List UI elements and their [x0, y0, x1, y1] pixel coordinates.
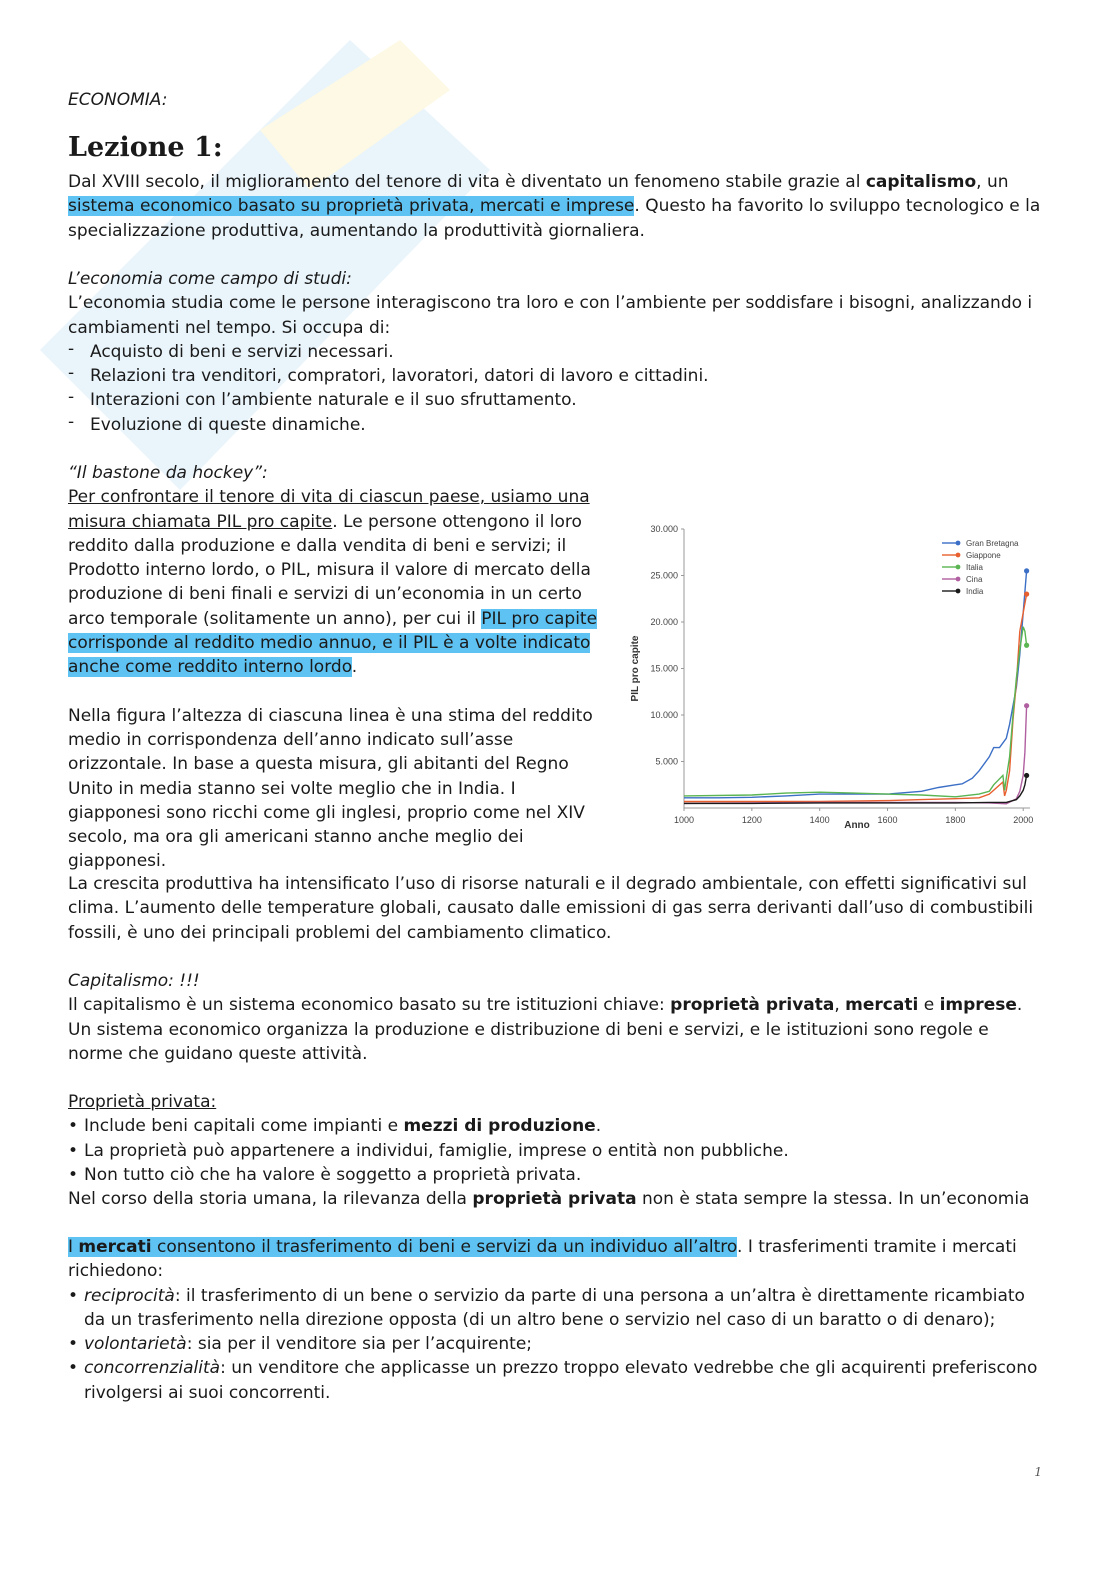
x-tick-label: 1000 [673, 815, 695, 825]
legend-marker [956, 541, 961, 546]
proprieta-closing: Nel corso della storia umana, la rilevanza della proprietà privata non è stata sempre la stessa. In un’economia [68, 1189, 1030, 1210]
series-endpoint [1024, 568, 1029, 573]
list-item: • Include beni capitali come impianti e mezzi di produzione. [68, 1114, 1048, 1138]
section-studi [68, 267, 1048, 437]
section-body: L’economia studia come le persone interagiscono tra loro e con l’ambiente per soddisfare i bisogni, analizzando i cambiamenti nel tempo. Si occupa di: [68, 293, 1033, 338]
legend-label: Gran Bretagna [966, 539, 1019, 548]
term-capitalismo: capitalismo [865, 172, 977, 192]
intro-paragraph: Dal XVIII secolo, il miglioramento del tenore di vita è diventato un fenomeno stabile grazie al capitalismo, un sistema economico basato su proprietà privata, mercati e imprese. Questo ha favorito lo sviluppo tecnologico e la specializzazione produttiva, aumentando la produttività giornaliera. [68, 172, 1041, 241]
x-tick-label: 2000 [1013, 815, 1034, 825]
list-item: • reciprocità: il trasferimento di un bene o servizio da parte di una persona a un’altra è direttamente ricambiato da un trasferimento nella direzione opposta (di un altro bene o servizio nel caso di un baratto o di denaro); [68, 1284, 1048, 1333]
series-endpoint [1024, 592, 1029, 597]
x-tick-label: 1600 [877, 815, 898, 825]
series-line-italia [684, 627, 1027, 797]
legend-marker [956, 577, 961, 582]
x-tick-label: 1800 [945, 815, 966, 825]
section-heading: L’economia come campo di studi: [68, 269, 352, 289]
list-item: - Acquisto di beni e servizi necessari. [68, 340, 1048, 364]
x-tick-label: 1200 [741, 815, 762, 825]
y-tick-label: 5.000 [655, 756, 678, 767]
legend-marker [956, 565, 961, 570]
highlight-mercati: I mercati consentono il trasferimento di beni e servizi da un individuo all’altro [68, 1237, 738, 1257]
page-title: Lezione 1: [68, 132, 223, 163]
x-axis-label: Anno [844, 820, 870, 831]
legend-label: Italia [966, 563, 983, 572]
series-line-giappone [684, 594, 1027, 801]
section-heading: Capitalismo: !!! [68, 971, 200, 991]
list-item: - Relazioni tra venditori, compratori, lavoratori, datori di lavoro e cittadini. [68, 364, 1048, 388]
studi-list [68, 340, 1048, 437]
list-item: • volontarietà: sia per il venditore sia per l’acquirente; [68, 1332, 1048, 1356]
section-heading: Proprietà privata: [68, 1092, 217, 1112]
series-line-gran-bretagna [684, 571, 1027, 798]
section-hockey: “Il bastone da hockey”: Per confrontare il tenore di vita di ciascun paese, usiamo una misura chiamata PIL pro capite. Le persone ottengono il loro reddito dalla produzione e dalla vendita di beni e servizi; il Prodotto interno lordo, o PIL, misura il valore di mercato della produzione di beni finali e servizi di un’economia in un certo arco temporale (solitamente un anno), per cui il PIL pro capite corrisponde al reddito medio annuo, e il PIL è a volte indicato anche come reddito interno lordo. Nella figura l’altezza di ciascuna linea è una stima del reddito medio in corrispondenza dell’anno indicato sull’asse orizzontale. In base a questa misura, gli abitanti del Regno Unito in media stanno sei volte meglio che in India. I giapponesi sono ricchi come gli inglesi, proprio come nel XIV secolo, ma ora gli americani stanno anche meglio dei giapponesi. [68, 461, 603, 874]
series-line-india [684, 775, 1027, 803]
y-axis-label: PIL pro capite [630, 635, 641, 702]
series-line-cina [684, 706, 1027, 804]
highlight-pil: PIL pro capite corrisponde al reddito medio annuo, e il PIL è a volte indicato anche come reddito interno lordo [68, 608, 598, 678]
section-proprieta [68, 1090, 1048, 1211]
legend-marker [956, 589, 961, 594]
list-item: • concorrenzialità: un venditore che applicasse un prezzo troppo elevato vedrebbe che gli acquirenti preferiscono rivolgersi ai suoi concorrenti. [68, 1356, 1048, 1405]
gdp-line-chart [620, 515, 1050, 835]
legend-label: Cina [966, 575, 983, 584]
section-heading: “Il bastone da hockey”: [68, 463, 268, 483]
y-tick-label: 20.000 [650, 617, 678, 627]
page-number: 1 [1034, 1465, 1042, 1479]
highlight-definition: sistema economico basato su proprietà privata, mercati e imprese [68, 196, 635, 217]
subject-label: ECONOMIA: [68, 90, 168, 110]
legend-label: Giappone [966, 551, 1001, 560]
x-tick-label: 1400 [809, 815, 830, 825]
legend-label: India [966, 587, 984, 596]
list-item: • Non tutto ciò che ha valore è soggetto a proprietà privata. [68, 1163, 1048, 1187]
underlined-definition: Per confrontare il tenore di vita di ciascun paese, usiamo una misura chiamata PIL pro capite [68, 487, 590, 532]
series-endpoint [1024, 703, 1029, 708]
y-tick-label: 10.000 [650, 710, 678, 720]
y-tick-label: 30.000 [650, 524, 678, 534]
list-item: • La proprietà può appartenere a individui, famiglie, imprese o entità non pubbliche. [68, 1139, 1048, 1163]
series-endpoint [1024, 643, 1029, 648]
figure-explanation: Nella figura l’altezza di ciascuna linea è una stima del reddito medio in corrispondenza dell’anno indicato sull’asse orizzontale. In base a questa misura, gli abitanti del Regno Unito in media stanno sei volte meglio che in India. I giapponesi sono ricchi come gli inglesi, proprio come nel XIV secolo, ma ora gli americani stanno anche meglio dei giapponesi. [68, 705, 593, 872]
y-tick-label: 15.000 [650, 663, 678, 674]
mercati-list [68, 1284, 1048, 1405]
y-tick-label: 25.000 [650, 570, 678, 581]
section-mercati: I mercati consentono il trasferimento di beni e servizi da un individuo all’altro. I trasferimenti tramite i mercati richiedono: • reciprocità: il trasferimento di un bene o servizio da parte di una persona a un’altra è direttamente ricambiato da un trasferimento nella direzione opposta (di un altro bene o servizio nel caso di un baratto o di denaro); • volontarietà: sia per il venditore sia per l’acquirente; • concorrenzialità: un venditore che applicasse un prezzo troppo elevato vedrebbe che gli acquirenti preferiscono rivolgersi ai suoi concorrenti. [68, 1235, 1048, 1405]
series-endpoint [1024, 773, 1029, 778]
list-item: - Evoluzione di queste dinamiche. [68, 413, 1048, 437]
section-capitalismo: Capitalismo: !!! Il capitalismo è un sistema economico basato su tre istituzioni chiave: proprietà privata, mercati e imprese. Un sistema economico organizza la produzione e distribuzione di beni e servizi, e le istituzioni sono regole e norme che guidano queste attività. [68, 969, 1048, 1066]
list-item: - Interazioni con l’ambiente naturale e il suo sfruttamento. [68, 388, 1048, 412]
proprieta-list [68, 1114, 1048, 1187]
legend-marker [956, 553, 961, 558]
climate-paragraph: La crescita produttiva ha intensificato l’uso di risorse naturali e il degrado ambientale, con effetti significativi sul clima. L’aumento delle temperature globali, causato dalle emissioni di gas serra derivanti dall’uso di combustibili fossili, è uno dei principali problemi del cambiamento climatico. [68, 874, 1034, 943]
